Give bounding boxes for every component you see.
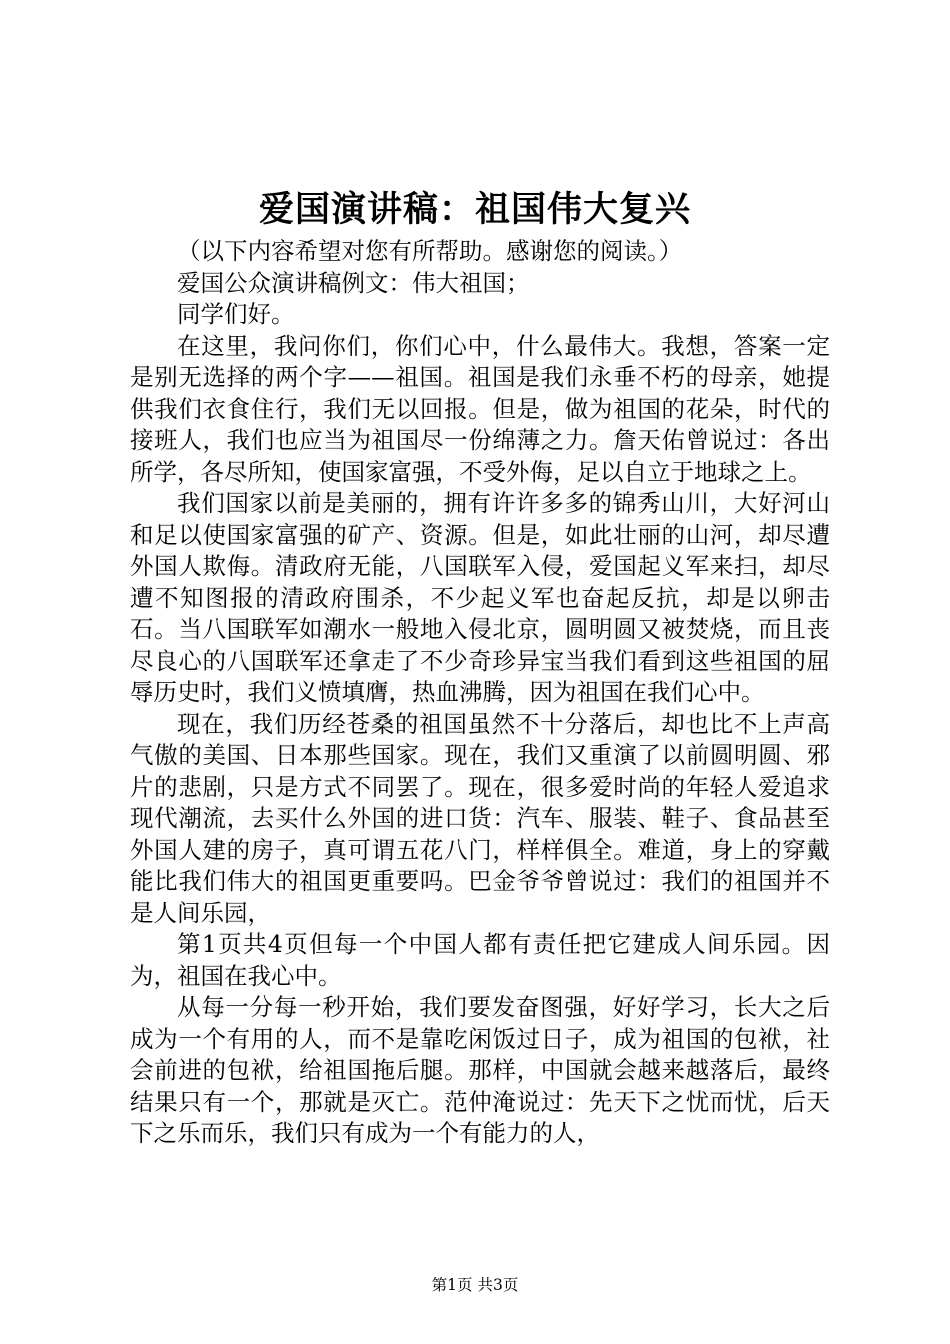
paragraph: 第1页共4页但每一个中国人都有责任把它建成人间乐园。因为，祖国在我心中。 bbox=[130, 930, 830, 990]
document-title: 爱国演讲稿：祖国伟大复兴 bbox=[258, 189, 691, 230]
paragraph: 从每一分每一秒开始，我们要发奋图强，好好学习，长大之后成为一个有用的人，而不是靠吃闲饭过日子，成为祖国的包袱，社会前进的包袱，给祖国拖后腿。那样，中国就会越来越落后，最终结果只有一个，那就是灭亡。范仲淹说过：先天下之忧而忧，后天下之乐而乐，我们只有成为一个有能力的人， bbox=[130, 993, 830, 1147]
intro-note: （以下内容希望对您有所帮助。感谢您的阅读。） bbox=[177, 237, 683, 265]
document-body bbox=[130, 236, 830, 1150]
paragraph: 在这里，我问你们，你们心中，什么最伟大。我想，答案一定是别无选择的两个字——祖国。祖国是我们永垂不朽的母亲，她提供我们衣食住行，我们无以回报。但是，做为祖国的花朵，时代的接班人，我们也应当为祖国尽一份绵薄之力。詹天佑曾说过：各出所学，各尽所知，使国家富强，不受外侮，足以自立于地球之上。 bbox=[130, 331, 830, 486]
speech-subtitle: 爱国公众演讲稿例文：伟大祖国； bbox=[177, 268, 530, 297]
paragraph: 我们国家以前是美丽的，拥有许许多多的锦秀山川，大好河山和足以使国家富强的矿产、资源。但是，如此壮丽的山河，却尽遭外国人欺侮。清政府无能，八国联军入侵，爱国起义军来扫，却尽遭不知图报的清政府围杀，不少起义军也奋起反抗，却是以卵击石。当八国联军如潮水一般地入侵北京，圆明圆又被焚烧，而且丧尽良心的八国联军还拿走了不少奇珍异宝当我们看到这些祖国的屈辱历史时，我们义愤填膺，热血沸腾，因为祖国在我们心中。 bbox=[130, 489, 830, 706]
paragraph: 现在，我们历经苍桑的祖国虽然不十分落后，却也比不上声高气傲的美国、日本那些国家。现在，我们又重演了以前圆明圆、邪片的悲剧，只是方式不同罢了。现在，很多爱时尚的年轻人爱追求现代潮流，去买什么外国的进口货：汽车、服装、鞋子、食品甚至外国人建的房子，真可谓五花八门，样样俱全。难道，身上的穿戴能比我们伟大的祖国更重要吗。巴金爷爷曾说过：我们的祖国并不是人间乐园， bbox=[130, 709, 830, 927]
page-footer: 第1页 共3页 bbox=[431, 1276, 519, 1294]
greeting: 同学们好。 bbox=[177, 300, 295, 328]
